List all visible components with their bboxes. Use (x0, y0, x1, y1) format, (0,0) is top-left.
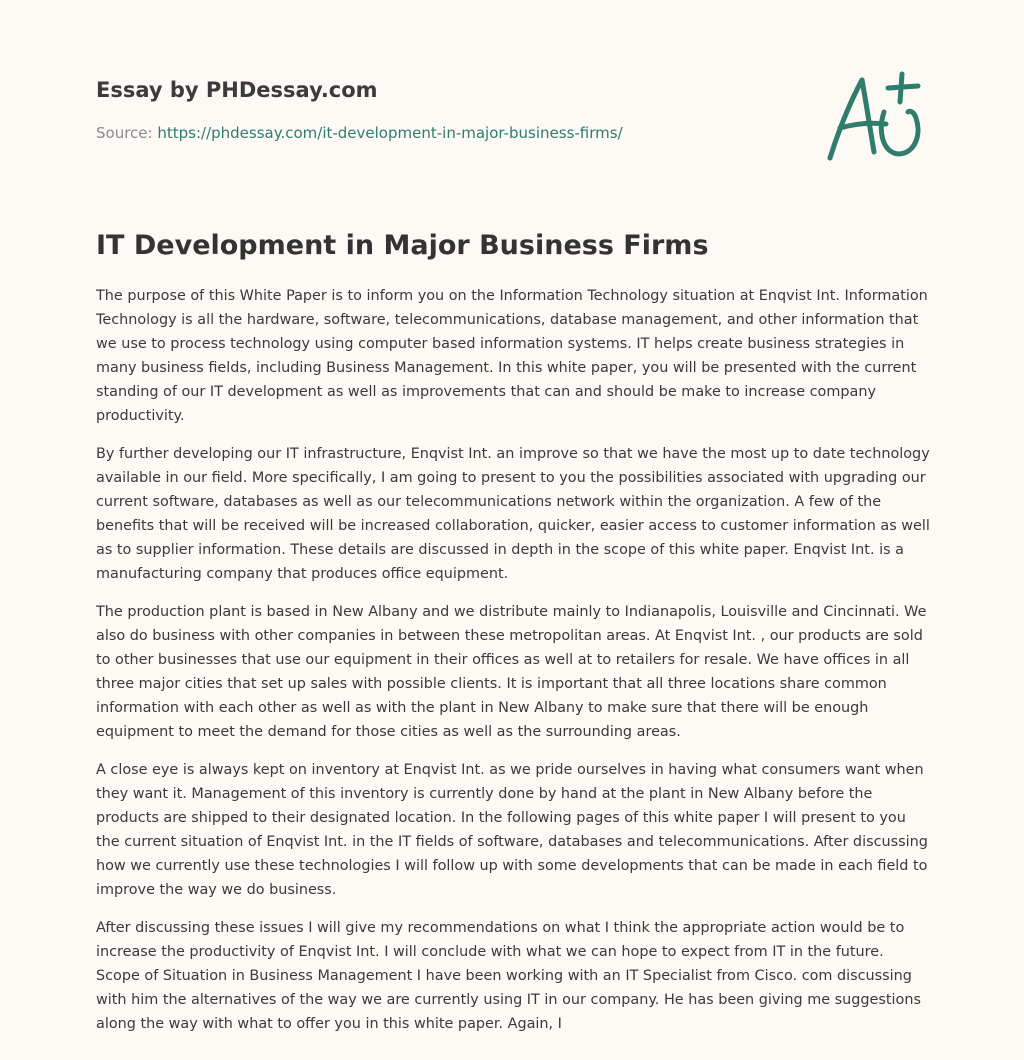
source-link[interactable]: https://phdessay.com/it-development-in-major-business-firms/ (157, 124, 623, 142)
paragraph: The purpose of this White Paper is to inform you on the Information Technology situation at Enqvist Int. Information Technology is all the hardware, software, telecommunications, database management, and other information that we use to process technology using computer based information systems. IT helps create business strategies in many business fields, including Business Management. In this white paper, you will be presented with the current standing of our IT development as well as improvements that can and should be make to increase company productivity. (96, 288, 928, 424)
article-title: IT Development in Major Business Firms (96, 230, 709, 261)
paragraph: The production plant is based in New Albany and we distribute mainly to Indianapolis, Louisville and Cincinnati. We also do business with other companies in between these metropolitan areas. At Enqvist Int. , our products are sold to other businesses that use our equipment in their offices as well at to retailers for resale. We have offices in all three major cities that set up sales with possible clients. It is important that all three locations share common information with each other as well as with the plant in New Albany to make sure that there will be enough equipment to meet the demand for those cities as well as the surrounding areas. (96, 604, 927, 740)
article-body (96, 284, 932, 1050)
essay-header (96, 72, 796, 144)
paragraph: After discussing these issues I will give my recommendations on what I think the appropriate action would be to increase the productivity of Enqvist Int. I will conclude with what we can hope to expect from IT in the future. Scope of Situation in Business Management I have been working with an IT Specialist from Cisco. com discussing with him the alternatives of the way we are currently using IT in our company. He has been giving me suggestions along the way with what to offer you in this white paper. Again, I (96, 920, 921, 1032)
site-title: Essay by PHDessay.com (96, 78, 378, 102)
source-line (96, 122, 796, 144)
a-plus-logo-icon (820, 66, 930, 166)
source-label: Source: (96, 124, 153, 142)
paragraph: By further developing our IT infrastructure, Enqvist Int. an improve so that we have the most up to date technology available in our field. More specifically, I am going to present to you the possibilities associated with upgrading our current software, databases as well as our telecommunications network within the organization. A few of the benefits that will be received will be increased collaboration, quicker, easier access to customer information as well as to supplier information. These details are discussed in depth in the scope of this white paper. Enqvist Int. is a manufacturing company that produces office equipment. (96, 446, 930, 582)
paragraph: A close eye is always kept on inventory at Enqvist Int. as we pride ourselves in having what consumers want when they want it. Management of this inventory is currently done by hand at the plant in New Albany before the products are shipped to their designated location. In the following pages of this white paper I will present to you the current situation of Enqvist Int. in the IT fields of software, databases and telecommunications. After discussing how we currently use these technologies I will follow up with some developments that can be made in each field to improve the way we do business. (96, 762, 928, 898)
